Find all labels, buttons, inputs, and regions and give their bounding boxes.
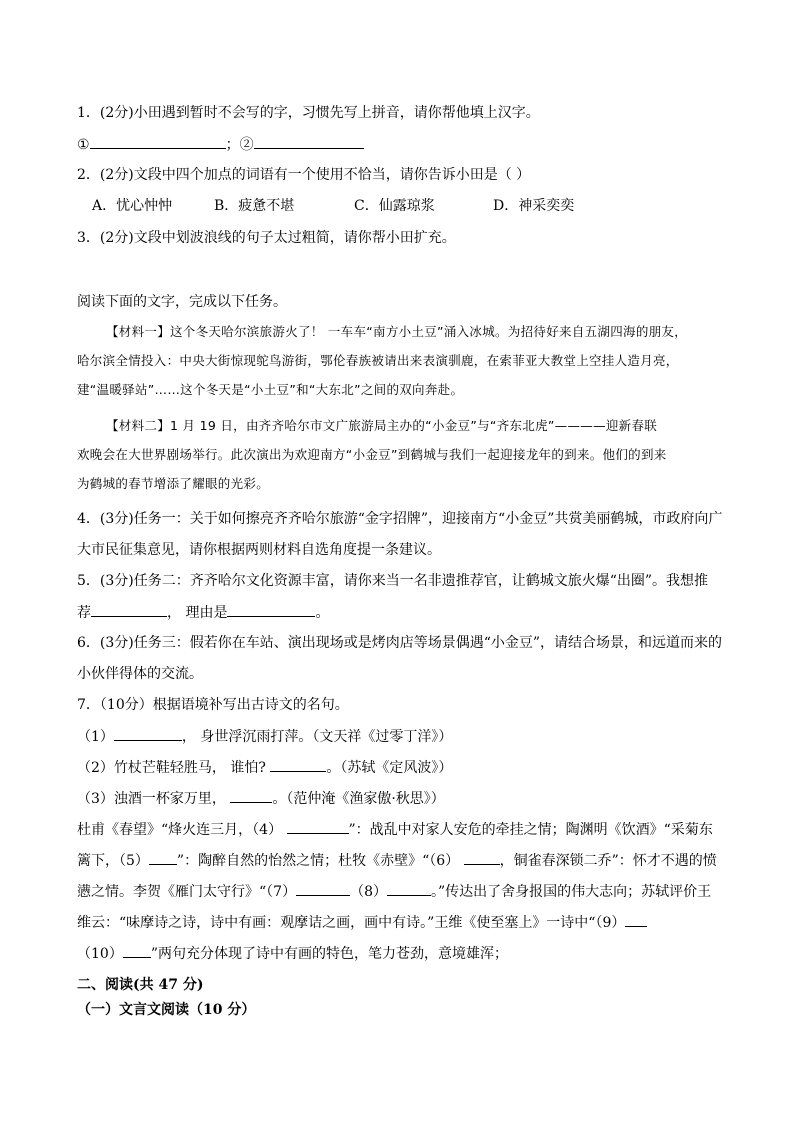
q7-blank9[interactable]	[625, 912, 647, 927]
q1-blank2[interactable]	[254, 134, 364, 149]
q7-p1-text: 杜甫《春望》“烽火连三月，（4）	[77, 822, 287, 838]
q2-text: 2．(2分)文段中四个加点的词语有一个使用不恰当，请你告诉小田是（ ）	[77, 167, 531, 183]
q7-s3-text: （3）浊酒一杯家万里，	[77, 791, 231, 807]
q6-line2: 小伙伴得体的交流。	[77, 666, 203, 682]
q4-line2: 大市民征集意见，请你根据两则材料自选角度提一条建议。	[77, 542, 441, 558]
q7-blank3[interactable]	[230, 788, 272, 803]
q7-p5-text: ”两句充分体现了诗中有画的特色，笔力苍劲，意境雄浑；	[150, 946, 508, 962]
q6-line1: 6．(3分)任务三：假若你在车站、演出现场或是烤肉店等场景偶遇“小金豆”，请结合场景，和远道而来的	[77, 635, 723, 651]
q7-s3	[77, 788, 445, 809]
material2-line3: 为鹤城的春节增添了耀眼的光彩。	[77, 476, 270, 491]
q2-option-d[interactable]: D．神采奕奕	[493, 198, 575, 214]
material1-line1: 【材料一】这个冬天哈尔滨旅游火了！ 一车车“南方小土豆”涌入冰城。为招待好来自五湖四海的朋友，	[106, 324, 688, 339]
reading-intro: 阅读下面的文字，完成以下任务。	[77, 294, 287, 310]
q2-option-a[interactable]: A．忧心忡忡	[92, 198, 173, 214]
q7-blank1[interactable]	[114, 726, 182, 741]
q5-line2	[77, 602, 329, 623]
q5-text-a: 荐	[77, 605, 91, 621]
q7-blank6[interactable]	[464, 850, 500, 865]
q7-title: 7．（10分）根据语境补写出古诗文的名句。	[77, 697, 349, 713]
q7-s2-text: （2）竹杖芒鞋轻胜马， 谁怕?	[77, 760, 271, 776]
q7-s2	[77, 757, 452, 778]
q7-p1-text2: ”：战乱中对家人安危的牵挂之情；陶渊明《饮酒》“采菊东	[348, 822, 713, 838]
q7-p2	[77, 850, 717, 871]
material2-line1: 【材料二】1 月 19 日，由齐齐哈尔市文广旅游局主办的“小金豆”与“齐东北虎”————迎新春联	[106, 418, 658, 433]
q1-text: 1．(2分)小田遇到暂时不会写的字，习惯先写上拼音，请你帮他填上汉字。	[77, 105, 540, 121]
q7-blank4[interactable]	[287, 819, 349, 834]
q2-options	[92, 196, 574, 216]
q7-p2-text2: ”：陶醉自然的怡然之情；杜牧《赤壁》“（6）	[176, 853, 464, 869]
q7-p3-text2: （8）	[350, 884, 387, 900]
q5-text-b: ， 理由是	[167, 605, 228, 621]
q5-blank2[interactable]	[227, 602, 315, 617]
q4-line1: 4．(3分)任务一：关于如何擦亮齐齐哈尔旅游“金字招牌”，迎接南方“小金豆”共赏美丽鹤城，市政府向广	[77, 511, 723, 527]
q7-blank10[interactable]	[123, 943, 151, 958]
q7-p1	[77, 819, 713, 840]
q7-blank5[interactable]	[149, 850, 177, 865]
q7-p4	[77, 912, 647, 933]
q1-blank2-label: ②	[239, 137, 254, 153]
q7-p3-text: 懑之情。李贺《雁门太守行》“（7）	[77, 884, 297, 900]
subsection-heading: （一）文言文阅读（10 分）	[77, 1002, 256, 1018]
q5-text-c: 。	[315, 605, 330, 621]
q7-s2-source: 。（苏轼《定风波》）	[326, 760, 453, 776]
q7-p3	[77, 881, 711, 902]
q7-blank8[interactable]	[387, 881, 431, 896]
q1-sep: ；	[225, 137, 240, 153]
q1-blank1-label: ①	[77, 137, 90, 153]
material1-line2: 哈尔滨全情投入：中央大街惊现鸵鸟游街，鄂伦春族被请出来表演驯鹿，在索菲亚大教堂上空挂人造月亮，	[77, 353, 679, 368]
q5-line1: 5．(3分)任务二：齐齐哈尔文化资源丰富，请你来当一名非遗推荐官，让鹤城文旅火爆“出圈”。我想推	[77, 573, 709, 589]
q7-s1	[77, 726, 452, 747]
section-heading: 二、阅读(共 47 分)	[77, 977, 204, 993]
q7-blank7[interactable]	[296, 881, 350, 896]
q7-p3-text3: 。”传达出了舍身报国的伟大志向；苏轼评价王	[431, 884, 712, 900]
q7-p5-num: （10）	[77, 946, 123, 962]
q3-text: 3．(2分)文段中划波浪线的句子太过粗简，请你帮小田扩充。	[77, 230, 456, 246]
q7-blank2[interactable]	[270, 757, 326, 772]
q7-p4-text: 维云：“味摩诗之诗，诗中有画：观摩诘之画，画中有诗。”王维《使至塞上》一诗中“（9）	[77, 915, 626, 931]
q2-option-c[interactable]: C．仙露琼浆	[354, 198, 435, 214]
q2-option-b[interactable]: B．疲惫不堪	[214, 198, 295, 214]
q7-p2-text: 篱下，（5）	[77, 853, 149, 869]
q7-s3-source: 。（范仲淹《渔家傲·秋思》）	[272, 791, 445, 807]
q1-blank1[interactable]	[90, 134, 226, 149]
q7-s1-text: ， 身世浮沉雨打萍。（文天祥《过零丁洋》）	[181, 729, 453, 745]
q7-p5	[77, 943, 508, 964]
q7-s1-num: （1）	[77, 729, 114, 745]
q5-blank1[interactable]	[91, 602, 167, 617]
q7-p2-text3: ，铜雀春深锁二乔”：怀才不遇的愤	[499, 853, 717, 869]
material2-line2: 欢晚会在大世界剧场举行。此次演出为欢迎南方“小金豆”到鹤城与我们一起迎接龙年的到来。他们的到来	[77, 447, 667, 462]
q1-blanks	[77, 134, 364, 155]
material1-line3: 建“温暖驿站”……这个冬天是“小土豆”和“大东北”之间的双向奔赴。	[77, 382, 464, 397]
